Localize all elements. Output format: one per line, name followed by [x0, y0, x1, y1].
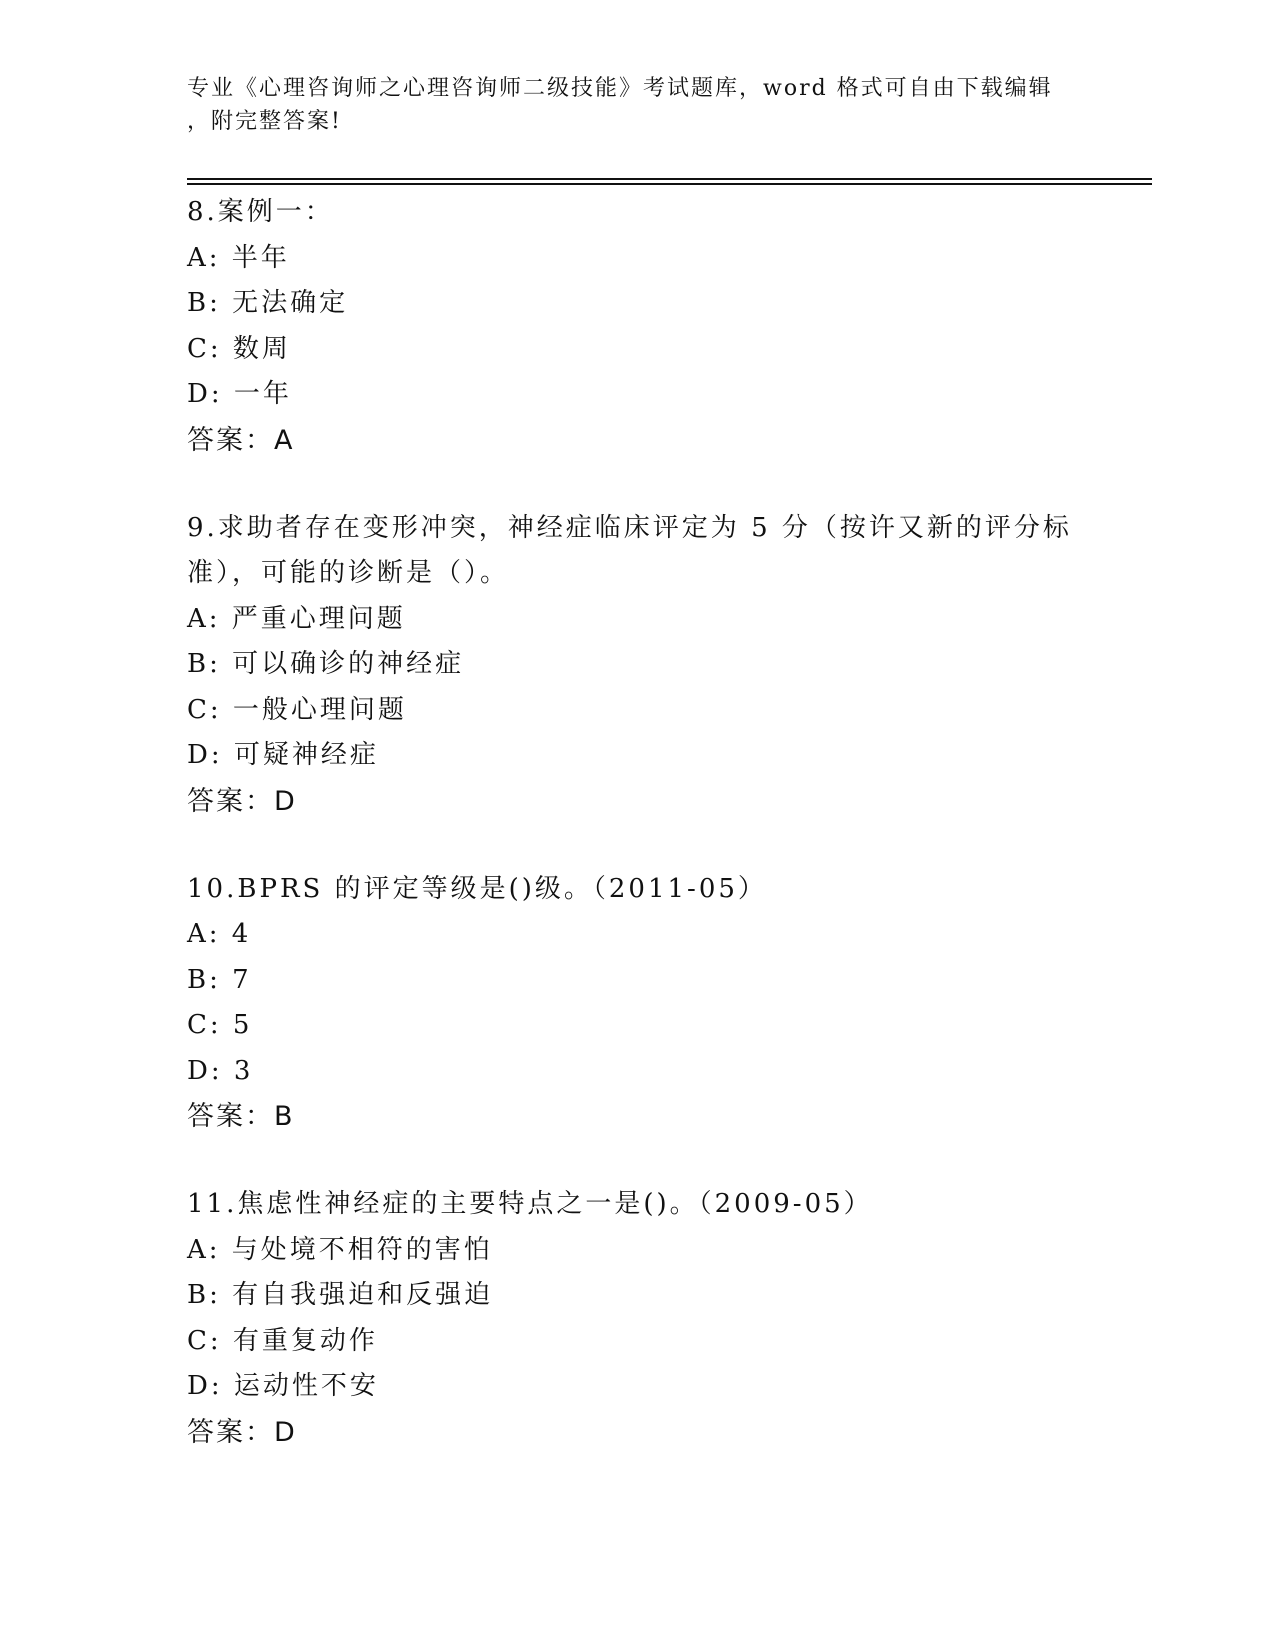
header-divider-bottom	[187, 183, 1152, 185]
question-stem: 11.焦虑性神经症的主要特点之一是()。（2009-05）	[187, 1189, 873, 1219]
option-d: D: 可疑神经症	[187, 740, 379, 770]
option-a: A: 半年	[187, 242, 290, 273]
question-stem: 8.案例一：	[187, 197, 334, 227]
header-line-1: 专业《心理咨询师之心理咨询师二级技能》考试题库，word 格式可自由下载编辑	[187, 76, 1053, 101]
header-line-2: ，附完整答案!	[187, 109, 342, 134]
option-d: D: 运动性不安	[187, 1371, 379, 1401]
question-10	[187, 867, 1087, 1141]
option-a: A: 与处境不相符的害怕	[187, 1234, 493, 1265]
option-d: D: 3	[187, 1055, 254, 1086]
question-stem: 10.BPRS 的评定等级是()级。（2011-05）	[187, 873, 767, 904]
option-b: B: 无法确定	[187, 288, 349, 318]
option-b: B: 7	[187, 964, 252, 995]
option-d: D: 一年	[187, 379, 292, 409]
question-stem: 9.求助者存在变形冲突，神经症临床评定为 5 分（按许又新的评分标	[187, 512, 1072, 543]
answer: 答案：A	[187, 424, 295, 456]
option-c: C: 5	[187, 1010, 253, 1040]
question-list	[187, 190, 1087, 1498]
answer: 答案：D	[187, 785, 297, 817]
option-a: A: 4	[187, 919, 252, 949]
header-divider-top	[187, 178, 1152, 180]
option-b: B: 可以确诊的神经症	[187, 649, 465, 679]
document-header	[187, 72, 1067, 138]
question-11	[187, 1182, 1087, 1456]
option-a: A: 严重心理问题	[187, 603, 406, 634]
answer: 答案：B	[187, 1101, 295, 1132]
option-c: C: 有重复动作	[187, 1325, 378, 1356]
question-9	[187, 506, 1087, 825]
option-c: C: 数周	[187, 333, 291, 364]
answer: 答案：D	[187, 1416, 297, 1448]
option-c: C: 一般心理问题	[187, 694, 407, 725]
option-b: B: 有自我强迫和反强迫	[187, 1280, 494, 1310]
question-8	[187, 190, 1087, 464]
question-stem-continued: 准），可能的诊断是（）。	[187, 558, 510, 588]
